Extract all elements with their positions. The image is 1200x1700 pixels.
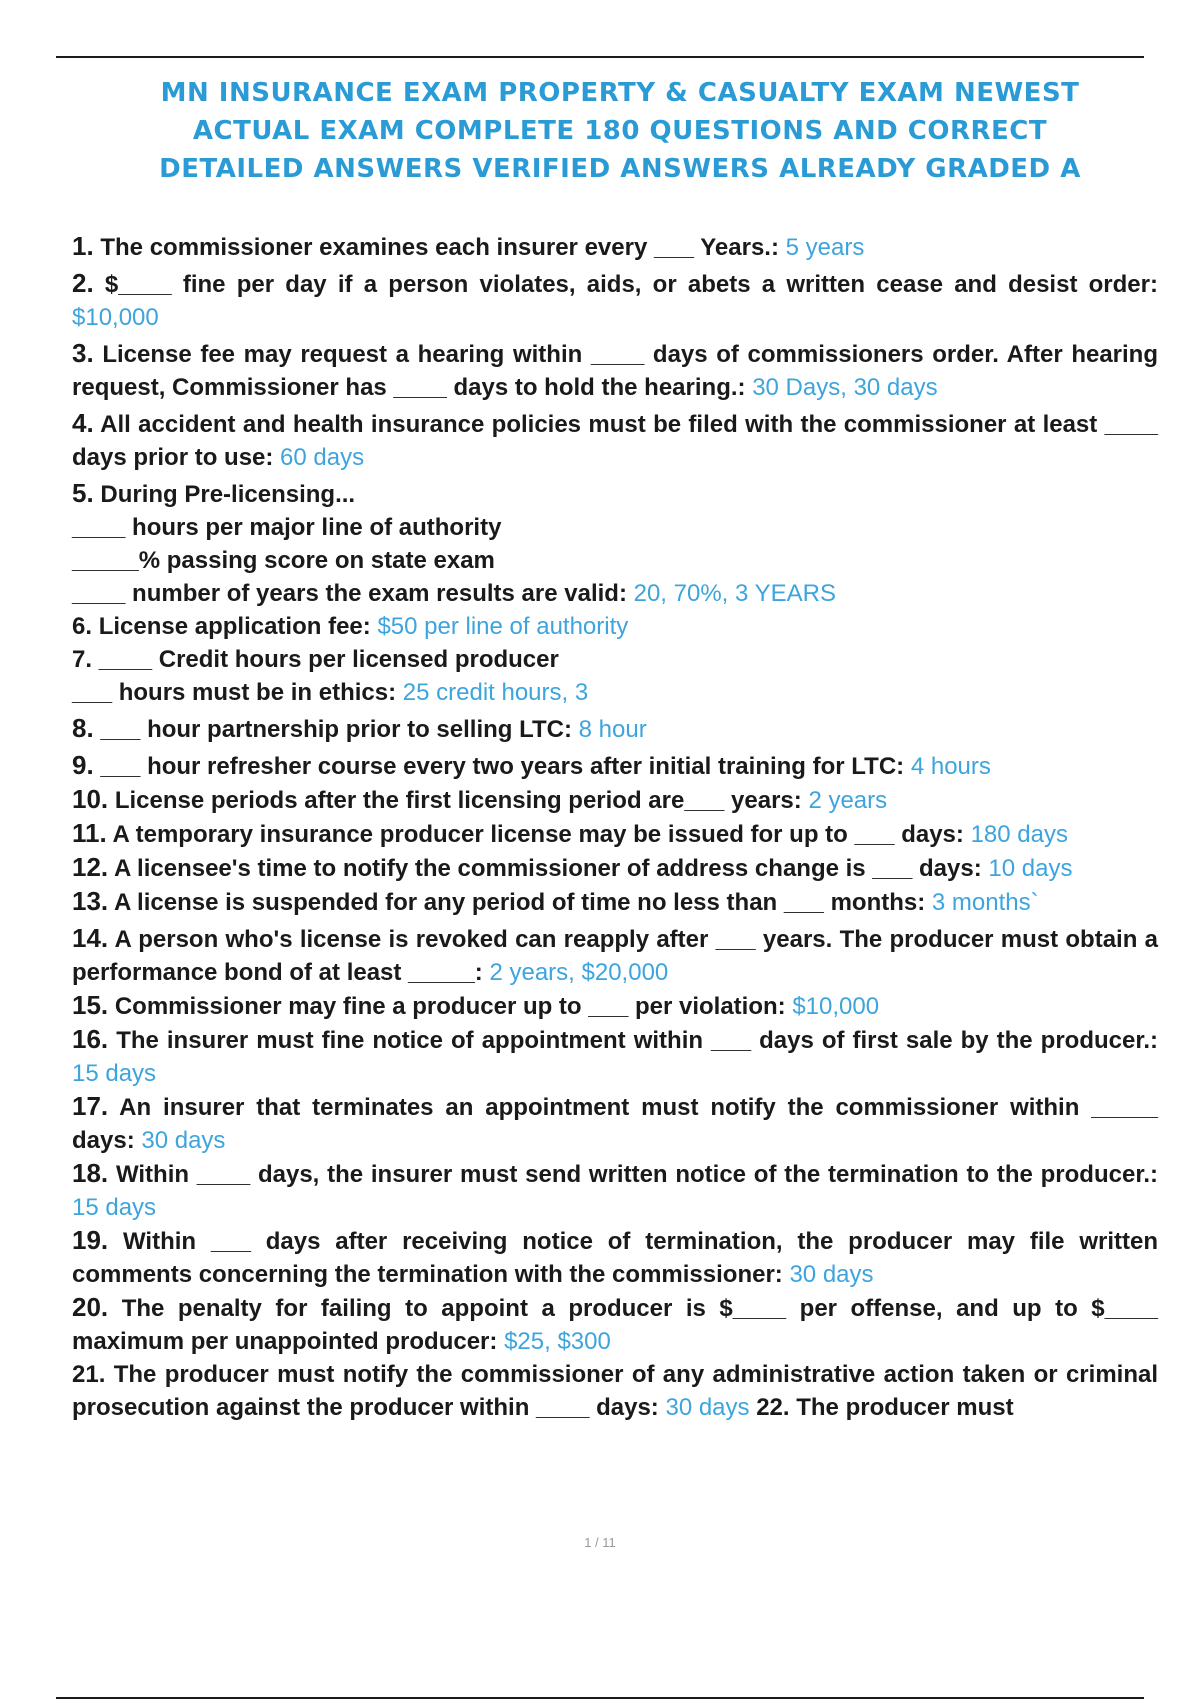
question-10: 10. License periods after the first licensing period are___ years: 2 years	[72, 784, 888, 814]
question-14: 14. A person who's license is revoked can reapply after ___ years. The producer must obtain a performance bond of at least _____: 2 years, $20,000	[72, 923, 1158, 986]
question-4: 4. All accident and health insurance policies must be filed with the commissioner at least ____ days prior to use: 60 days	[72, 408, 1159, 471]
answer: 60 days	[280, 444, 365, 471]
answer: 30 Days, 30 days	[752, 374, 938, 401]
question-7: 7. ____ Credit hours per licensed producer ___ hours must be in ethics: 25 credit hours, 3	[72, 646, 589, 706]
question-line: ____ hours per major line of authority	[72, 514, 502, 541]
question-text: A license is suspended for any period of time no less than ___ months:	[113, 889, 926, 916]
question-text: Commissioner may fine a producer up to ___ per violation:	[114, 993, 786, 1020]
answer: 15 days	[72, 1060, 157, 1087]
answer: 20, 70%, 3 YEARS	[633, 580, 836, 607]
question-list	[72, 230, 1158, 1424]
title-line-3: DETAILED ANSWERS VERIFIED ANSWERS ALREADY GRADED A	[159, 154, 1081, 184]
answer: 2 years	[808, 787, 888, 814]
question-text: ___ hour partnership prior to selling LTC:	[100, 716, 572, 743]
question-9: 9. ___ hour refresher course every two years after initial training for LTC: 4 hours	[72, 750, 991, 780]
question-3: 3. License fee may request a hearing within ____ days of commissioners order. After hearing request, Commissioner has ____ days to hold the hearing.: 30 Days, 30 days	[72, 338, 1159, 401]
answer: 3 months`	[931, 889, 1039, 916]
answer: 30 days	[665, 1394, 750, 1421]
question-line: ___ hours must be in ethics:	[72, 679, 397, 706]
question-text: A person who's license is revoked can reapply after ___ years. The producer must obtain a performance bond of at least _____:	[72, 926, 1158, 986]
question-21: 21. The producer must notify the commissioner of any administrative action taken or criminal prosecution against the producer within ____ days: 30 days 22. The producer must	[72, 1361, 1158, 1421]
question-text: License application fee:	[98, 613, 371, 640]
question-18: 18. Within ____ days, the insurer must send written notice of the termination to the producer.: 15 days	[72, 1158, 1158, 1221]
answer: 25 credit hours, 3	[402, 679, 589, 706]
question-12: 12. A licensee's time to notify the commissioner of address change is ___ days: 10 days	[72, 852, 1073, 882]
question-text: During Pre-licensing...	[100, 481, 356, 508]
question-text: License fee may request a hearing within ____ days of commissioners order. After hearing request, Commissioner has ____ days to hold the hearing.:	[72, 341, 1159, 401]
question-text: The insurer must fine notice of appointment within ___ days of first sale by the producer.:	[116, 1027, 1159, 1054]
question-8: 8. ___ hour partnership prior to selling LTC: 8 hour	[72, 713, 647, 743]
question-11: 11. A temporary insurance producer license may be issued for up to ___ days: 180 days	[72, 818, 1068, 848]
answer: 30 days	[141, 1127, 226, 1154]
answer: $10,000	[792, 993, 880, 1020]
question-5: 5. During Pre-licensing... ____ hours per major line of authority _____% passing score on state exam ____ number of years the exam results are valid: 20, 70%, 3 YEARS	[72, 477, 1158, 610]
title-line-2: ACTUAL EXAM COMPLETE 180 QUESTIONS AND CORRECT	[192, 116, 1048, 146]
answer: 15 days	[72, 1194, 157, 1221]
question-16: 16. The insurer must fine notice of appointment within ___ days of first sale by the producer.: 15 days	[72, 1024, 1159, 1087]
bottom-rule	[56, 1697, 1144, 1699]
title-line-1: MN INSURANCE EXAM PROPERTY & CASUALTY EXAM NEWEST	[160, 78, 1080, 108]
answer: 4 hours	[910, 753, 991, 780]
answer: $25, $300	[504, 1328, 611, 1355]
question-13: 13. A license is suspended for any period of time no less than ___ months: 3 months`	[72, 886, 1039, 916]
question-line: ____ number of years the exam results are valid:	[72, 580, 627, 607]
answer: 5 years	[785, 234, 865, 261]
question-text: ___ hour refresher course every two years after initial training for LTC:	[100, 753, 905, 780]
document-title	[70, 74, 1170, 188]
question-19: 19. Within ___ days after receiving notice of termination, the producer may file written comments concerning the termination with the commissioner: 30 days	[72, 1225, 1158, 1288]
answer: 10 days	[988, 855, 1073, 882]
top-rule	[56, 56, 1144, 58]
question-17: 17. An insurer that terminates an appointment must notify the commissioner within _____ days: 30 days	[72, 1091, 1159, 1154]
question-text: $____ fine per day if a person violates, aids, or abets a written cease and desist order:	[104, 271, 1158, 298]
question-text: The producer must notify the commissioner of any administrative action taken or criminal prosecution against the producer within ____ days:	[72, 1361, 1158, 1421]
question-2: 2. $____ fine per day if a person violates, aids, or abets a written cease and desist order: $10,000	[72, 268, 1158, 331]
answer: $10,000	[72, 304, 159, 331]
question-22-start: 22. The producer must	[756, 1394, 1014, 1421]
answer: 2 years, $20,000	[489, 959, 669, 986]
question-text: The penalty for failing to appoint a producer is $____ per offense, and up to $____ maximum per unappointed producer:	[72, 1295, 1159, 1355]
question-20: 20. The penalty for failing to appoint a producer is $____ per offense, and up to $____ maximum per unappointed producer: $25, $300	[72, 1292, 1159, 1355]
question-6: 6. License application fee: $50 per line of authority	[72, 613, 629, 640]
question-text: The commissioner examines each insurer every ___ Years.:	[100, 234, 779, 261]
question-1: 1. The commissioner examines each insurer every ___ Years.: 5 years	[72, 231, 865, 261]
question-text: A temporary insurance producer license may be issued for up to ___ days:	[112, 821, 964, 848]
question-text: Within ____ days, the insurer must send written notice of the termination to the producer.:	[115, 1161, 1158, 1188]
question-text: An insurer that terminates an appointment must notify the commissioner within _____ days:	[72, 1094, 1159, 1154]
answer: 8 hour	[578, 716, 647, 743]
question-text: A licensee's time to notify the commissioner of address change is ___ days:	[113, 855, 982, 882]
answer: 180 days	[970, 821, 1068, 848]
answer: 30 days	[789, 1261, 874, 1288]
question-text: License periods after the first licensing period are___ years:	[114, 787, 802, 814]
question-15: 15. Commissioner may fine a producer up to ___ per violation: $10,000	[72, 990, 880, 1020]
question-text: All accident and health insurance policies must be filed with the commissioner at least ____ days prior to use:	[72, 411, 1159, 471]
page-number: 1 / 11	[584, 1535, 616, 1550]
question-text: Within ___ days after receiving notice of termination, the producer may file written comments concerning the termination with the commissioner:	[72, 1228, 1158, 1288]
answer: $50 per line of authority	[377, 613, 629, 640]
question-line: _____% passing score on state exam	[72, 547, 495, 574]
question-text: ____ Credit hours per licensed producer	[98, 646, 559, 673]
